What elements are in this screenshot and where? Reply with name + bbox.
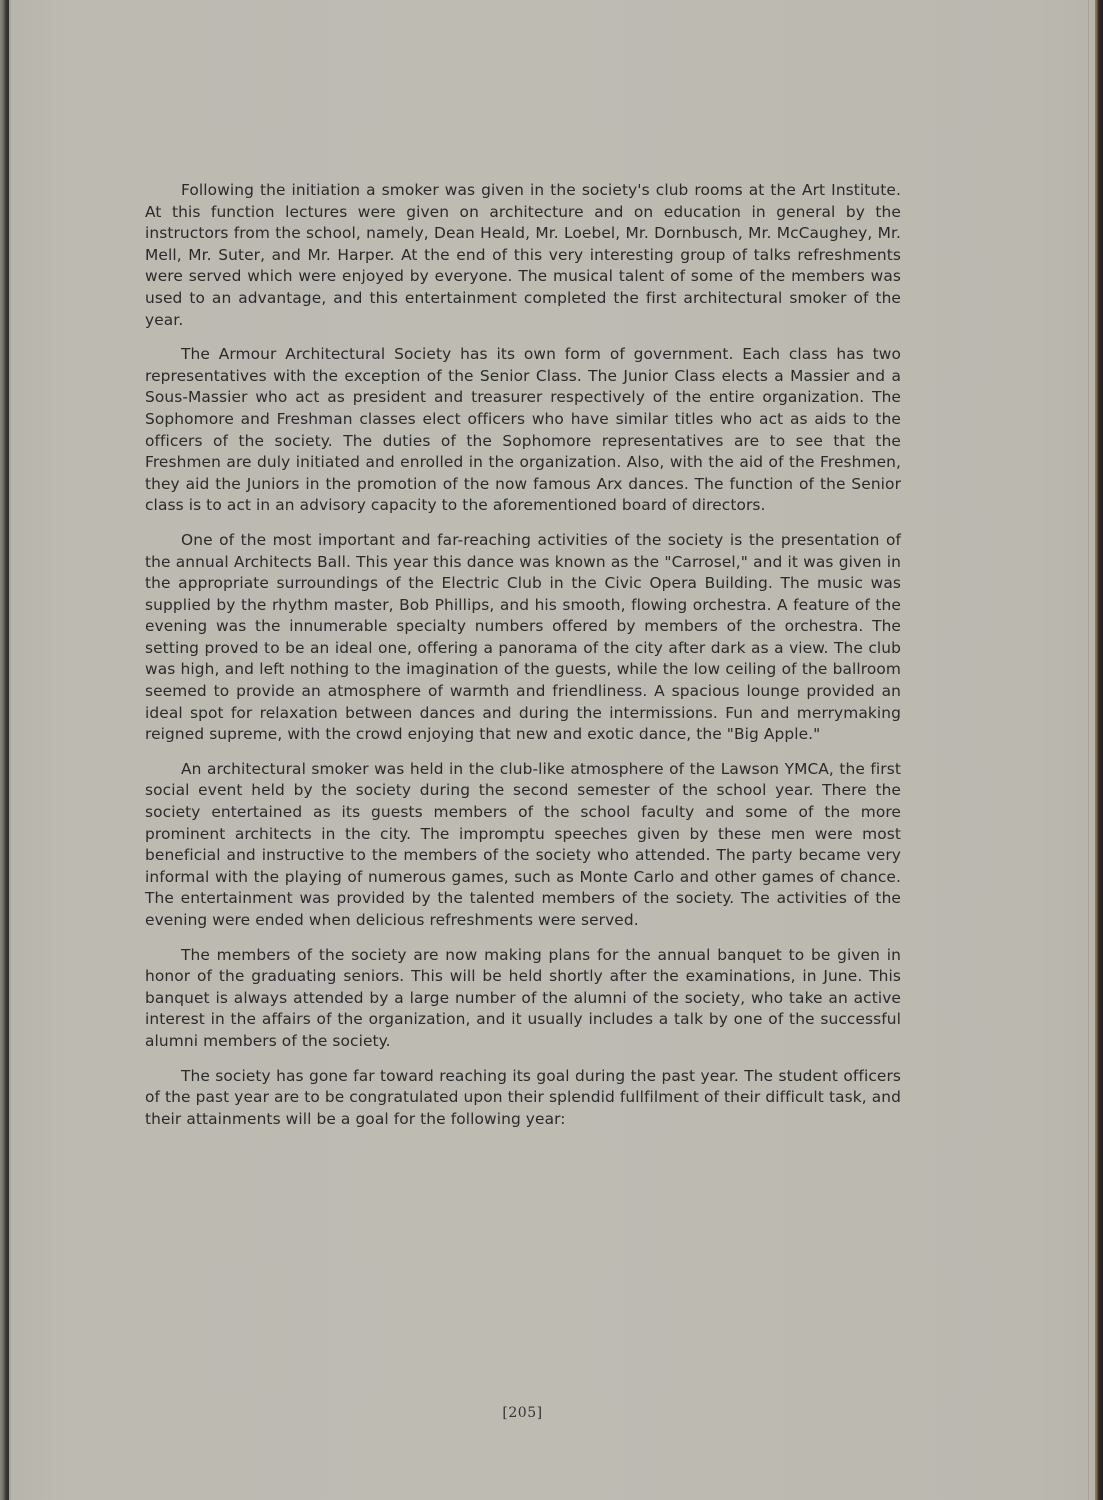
- page-number: [205]: [502, 1405, 543, 1421]
- left-binding-edge: [0, 0, 9, 1500]
- body-text: [145, 180, 901, 1143]
- paragraph-architects-ball: One of the most important and far-reaching activities of the society is the presentation of the annual Architects Ball. This year this dance was known as the "Carrosel," and it was given in the appropriate surroundings of the Electric Club in the Civic Opera Building. The music was supplied by the rhythm master, Bob Phillips, and his smooth, flowing orchestra. A feature of the evening was the innumerable specialty numbers offered by members of the orchestra. The setting proved to be an ideal one, offering a panorama of the city after dark as a view. The club was high, and left nothing to the imagination of the guests, while the low ceiling of the ballroom seemed to provide an atmosphere of warmth and friendliness. A spacious lounge provided an ideal spot for relaxation between dances and during the intermissions. Fun and merrymaking reigned supreme, with the crowd enjoying that new and exotic dance, the "Big Apple.": [145, 530, 901, 744]
- right-binding-edge: [1095, 0, 1103, 1500]
- paragraph-club-room-smoker: Following the initiation a smoker was given in the society's club rooms at the Art Institute. At this function lectures were given on architecture and on education in general by the instructors from the school, namely, Dean Heald, Mr. Loebel, Mr. Dornbusch, Mr. McCaughey, Mr. Mell, Mr. Suter, and Mr. Harper. At the end of this very interesting group of talks refreshments were served which were enjoyed by everyone. The musical talent of some of the members was used to an advantage, and this entertainment completed the first architectural smoker of the year.: [145, 181, 901, 329]
- paragraph-annual-banquet: The members of the society are now making plans for the annual banquet to be given in honor of the graduating seniors. This will be held shortly after the examinations, in June. This banquet is always attended by a large number of the alumni of the society, who take an active interest in the affairs of the organization, and it usually includes a talk by one of the successful alumni members of the society.: [145, 945, 901, 1050]
- left-page-edge: [9, 0, 11, 1500]
- paragraph-closing: The society has gone far toward reaching its goal during the past year. The student officers of the past year are to be congratulated upon their splendid fullfilment of their difficult task, and their attainments will be a goal for the following year:: [145, 1066, 901, 1128]
- right-page-edge-line: [1088, 0, 1089, 1500]
- paragraph-ymca-smoker: An architectural smoker was held in the club-like atmosphere of the Lawson YMCA, the first social event held by the society during the second semester of the school year. There the society entertained as its guests members of the school faculty and some of the more prominent architects in the city. The impromptu speeches given by these men were most beneficial and instructive to the members of the society who attended. The party became very informal with the playing of numerous games, such as Monte Carlo and other games of chance. The entertainment was provided by the talented members of the society. The activities of the evening were ended when delicious refreshments were served.: [145, 759, 901, 929]
- paragraph-society-government: The Armour Architectural Society has its own form of government. Each class has two representatives with the exception of the Senior Class. The Junior Class elects a Massier and a Sous-Massier who act as president and treasurer respectively of the entire organization. The Sophomore and Freshman classes elect officers who have similar titles who act as aids to the officers of the society. The duties of the Sophomore representatives are to see that the Freshmen are duly initiated and enrolled in the organization. Also, with the aid of the Freshmen, they aid the Juniors in the promotion of the now famous Arx dances. The function of the Senior class is to act in an advisory capacity to the aforementioned board of directors.: [145, 345, 901, 515]
